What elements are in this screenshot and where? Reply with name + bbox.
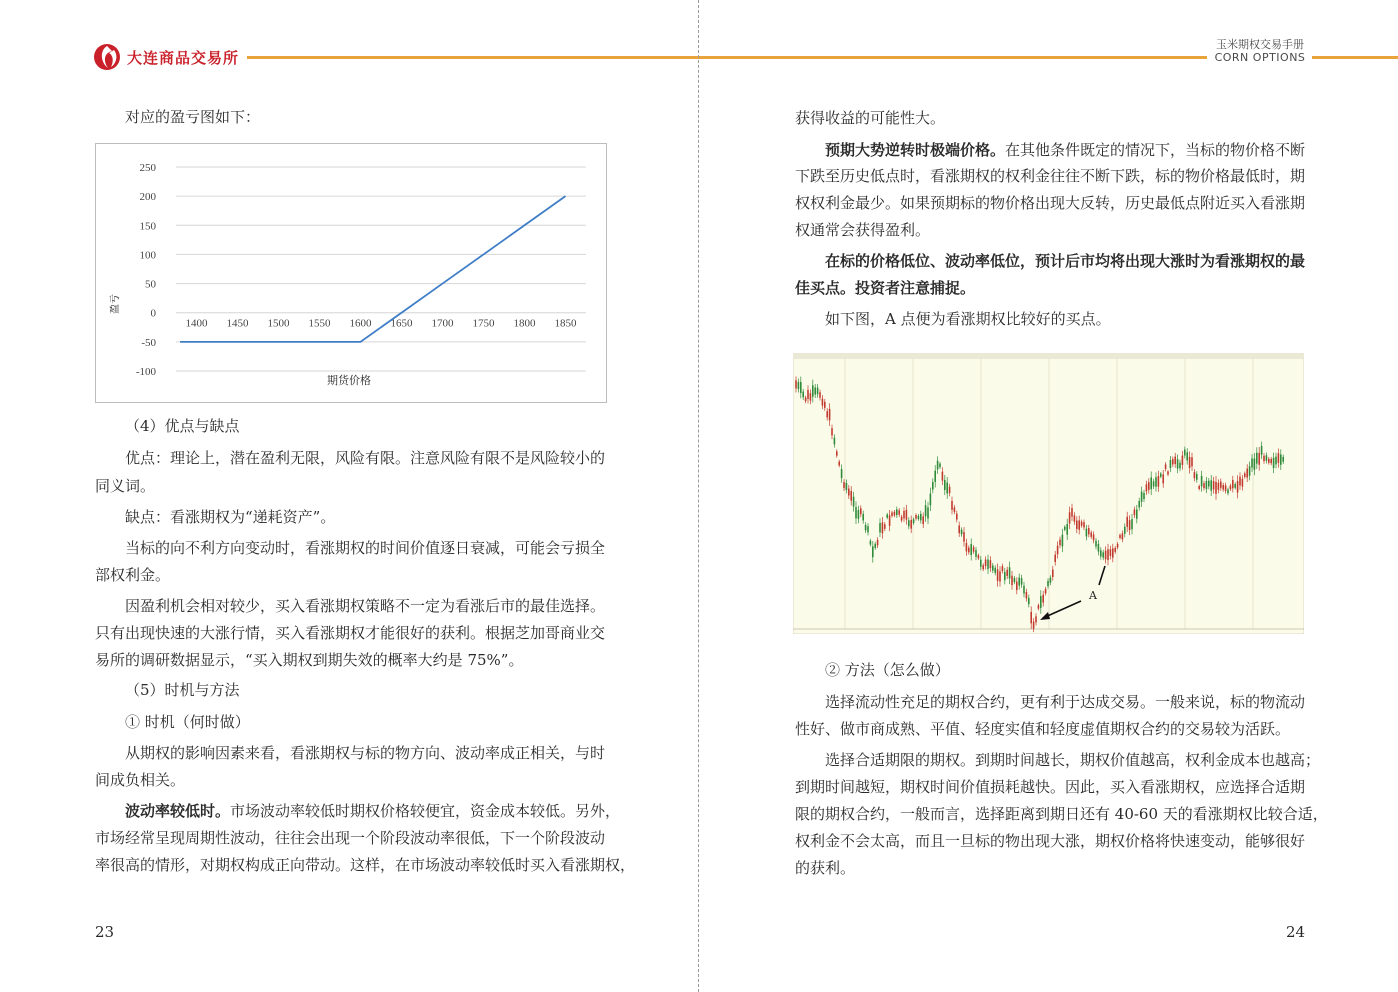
vol-line-2: 市场经常呈现周期性波动，往往会出现一个阶段波动率很低，下一个阶段波动	[95, 829, 606, 847]
reversal-line-1	[825, 137, 1305, 164]
candle-body	[1090, 533, 1092, 537]
candle-body	[908, 520, 910, 526]
candle-body	[990, 560, 992, 568]
candle-body	[1136, 510, 1138, 519]
candle-body	[1124, 527, 1126, 534]
candle-body	[963, 532, 965, 542]
candle-body	[982, 565, 984, 569]
candle-body	[1256, 453, 1258, 464]
method-title: ② 方法（怎么做）	[825, 661, 950, 679]
y-tick-label: 50	[145, 278, 156, 291]
candle-body	[1167, 471, 1169, 474]
candle-body	[1078, 520, 1080, 529]
y-tick-label: 100	[139, 249, 156, 262]
candle-body	[870, 541, 872, 545]
candle-body	[1102, 552, 1104, 557]
candle-body	[1150, 477, 1152, 489]
page-number-right: 24	[1286, 923, 1306, 941]
candle-body	[961, 530, 963, 535]
handbook-title-cn: 玉米期权交易手册	[1216, 38, 1304, 51]
candle-body	[1227, 489, 1229, 493]
x-tick-label: 1600	[349, 317, 372, 330]
candle-body	[1263, 456, 1265, 461]
candle-body	[930, 494, 932, 506]
candle-body	[1006, 570, 1008, 576]
candle-body	[1110, 549, 1112, 556]
candle-body	[884, 524, 886, 529]
candle-body	[889, 515, 891, 526]
candle-body	[858, 510, 860, 519]
candle-body	[1011, 576, 1013, 585]
candle-body	[1213, 481, 1215, 489]
candle-body	[985, 560, 987, 567]
candle-body	[956, 514, 958, 520]
candle-body	[1177, 459, 1179, 468]
x-tick-label: 1700	[431, 317, 454, 330]
candle-body	[819, 392, 821, 398]
candle-body	[879, 523, 881, 532]
candle-body	[1258, 453, 1260, 465]
candle-body	[824, 402, 826, 408]
candle-body	[798, 382, 800, 389]
candle-body	[994, 568, 996, 573]
reversal-bold: 预期大势逆转时极端价格。	[825, 141, 1006, 159]
candle-body	[850, 491, 852, 501]
candle-body	[1052, 570, 1054, 577]
con2-line-1: 当标的向不利方向变动时，看涨期权的时间价值逐日衰减，可能会亏损全	[125, 539, 606, 557]
candle-body	[910, 520, 912, 529]
y-tick-label: -50	[141, 336, 156, 349]
candle-body	[865, 525, 867, 530]
candle-body	[954, 507, 956, 512]
x-tick-label: 1800	[513, 317, 536, 330]
candle-body	[1009, 567, 1011, 578]
candle-body	[1268, 459, 1270, 463]
candle-body	[891, 512, 893, 515]
candle-body	[1266, 455, 1268, 461]
candle-body	[802, 392, 804, 398]
candle-body	[1016, 582, 1018, 590]
candle-body	[1076, 521, 1078, 529]
candle-body	[1251, 459, 1253, 468]
timing-title: ① 时机（何时做）	[125, 713, 250, 731]
candle-body	[1018, 578, 1020, 586]
candle-body	[1023, 586, 1025, 594]
candle-body	[1278, 453, 1280, 463]
section-5-title: （5）时机与方法	[125, 681, 240, 699]
y-tick-label: 0	[150, 307, 156, 320]
candle-body	[942, 472, 944, 481]
con3-line-1: 因盈利机会相对较少，买入看涨期权策略不一定为看涨后市的最佳选择。	[125, 597, 606, 615]
candle-body	[1160, 474, 1162, 477]
candle-body	[810, 393, 812, 400]
candle-body	[841, 469, 843, 478]
section-4-title: （4）优点与缺点	[125, 417, 240, 435]
candle-body	[853, 497, 855, 507]
candle-body	[1282, 457, 1284, 462]
candle-body	[906, 510, 908, 520]
candle-body	[800, 382, 802, 393]
candle-body	[1062, 535, 1064, 547]
candle-body	[1064, 527, 1066, 530]
candle-body	[855, 507, 857, 518]
vol-line-1	[125, 798, 620, 825]
candle-body	[1244, 473, 1246, 477]
candle-body	[874, 544, 876, 548]
candle-body	[987, 559, 989, 569]
candle-body	[1050, 578, 1052, 583]
candle-body	[1071, 508, 1073, 517]
candle-body	[1230, 486, 1232, 490]
candle-body	[1270, 459, 1272, 463]
candle-body	[1066, 524, 1068, 535]
candle-body	[920, 514, 922, 520]
candle-body	[812, 385, 814, 396]
x-tick-label: 1750	[472, 317, 495, 330]
candle-body	[829, 409, 831, 420]
candle-body	[1237, 481, 1239, 493]
candle-body	[814, 388, 816, 395]
method2-line-2: 到期时间越短，期权时间价值损耗越快。因此，买入看涨期权，应选择合适期	[795, 778, 1306, 796]
candle-body	[1191, 457, 1193, 466]
candle-body	[843, 482, 845, 488]
pro-line-1: 优点：理论上，潜在盈利无限，风险有限。注意风险有限不是风险较小的	[125, 449, 606, 467]
brand-logo-icon	[92, 42, 122, 72]
candle-body	[1057, 546, 1059, 555]
y-tick-label: 200	[139, 191, 156, 204]
con3-line-2: 只有出现快速的大涨行情，买入看涨期权才能很好的获利。根据芝加哥商业交	[95, 624, 606, 642]
candle-body	[1038, 605, 1040, 608]
candle-body	[1206, 481, 1208, 489]
candle-body	[1100, 550, 1102, 556]
vol-text: 市场波动率较低时期权价格较便宜，资金成本较低。另外，	[230, 802, 621, 820]
candle-body	[915, 515, 917, 519]
candle-body	[1146, 484, 1148, 491]
candle-body	[1131, 519, 1133, 529]
candle-body	[1249, 466, 1251, 475]
candle-body	[1074, 515, 1076, 521]
candle-body	[1153, 481, 1155, 486]
candle-body	[939, 464, 941, 468]
candle-body	[999, 571, 1001, 581]
candle-body	[886, 514, 888, 517]
candle-body	[1026, 592, 1028, 598]
chart-intro: 对应的盈亏图如下：	[125, 108, 261, 126]
x-axis-label: 期货价格	[327, 375, 371, 387]
candle-body	[918, 516, 920, 519]
candle-body	[1179, 463, 1181, 469]
candle-body	[1162, 474, 1164, 483]
candle-body	[1002, 566, 1004, 571]
candle-body	[1194, 472, 1196, 478]
payoff-chart	[95, 143, 607, 403]
candle-body	[822, 399, 824, 406]
candle-body	[980, 560, 982, 567]
candle-body	[1198, 486, 1200, 489]
candle-body	[1093, 534, 1095, 540]
candle-body	[1088, 528, 1090, 534]
candle-body	[975, 550, 977, 557]
candle-body	[1069, 512, 1071, 523]
con-line: 缺点：看涨期权为“递耗资产”。	[125, 508, 336, 526]
candle-body	[1098, 544, 1100, 552]
candle-body	[903, 511, 905, 518]
candle-body	[1201, 476, 1203, 486]
image-titlebar	[793, 353, 1304, 359]
candle-body	[1158, 476, 1160, 487]
candle-body	[1246, 469, 1248, 478]
x-tick-label: 1650	[390, 317, 413, 330]
y-axis-label: 盈亏	[110, 293, 121, 314]
candle-body	[1222, 485, 1224, 489]
reversal-line-2: 下跌至历史低点时，看涨期权的权利金往往不断下跌，标的物价格最低时，期	[795, 167, 1306, 185]
method2-line-1: 选择合适期限的期权。到期时间越长，期权价值越高，权利金成本也越高；	[825, 751, 1321, 769]
candle-body	[848, 489, 850, 496]
candle-body	[834, 438, 836, 445]
candle-body	[1239, 477, 1241, 486]
vol-bold: 波动率较低时。	[125, 802, 231, 820]
candle-body	[877, 540, 879, 545]
candle-body	[927, 507, 929, 518]
candle-body	[901, 517, 903, 521]
candle-body	[1095, 541, 1097, 547]
candle-body	[1220, 482, 1222, 488]
candle-body	[970, 544, 972, 555]
candle-body	[898, 510, 900, 514]
candle-body	[1203, 483, 1205, 488]
candle-body	[826, 411, 828, 417]
candle-body	[1208, 481, 1210, 487]
candle-body	[978, 555, 980, 558]
candle-body	[882, 522, 884, 533]
buy-point-label: A	[1089, 589, 1097, 602]
candle-body	[1254, 459, 1256, 470]
candle-body	[937, 461, 939, 470]
reversal-line-3: 权权利金最少。如果预期标的物价格出现大反转，历史最低点附近买入看涨期	[795, 194, 1306, 212]
x-tick-label: 1550	[308, 317, 331, 330]
candle-body	[1030, 612, 1032, 623]
candle-body	[946, 482, 948, 493]
page-fold-divider	[698, 0, 699, 992]
candle-body	[1174, 457, 1176, 464]
candle-body	[1234, 484, 1236, 488]
candle-body	[913, 519, 915, 523]
candle-body	[949, 487, 951, 493]
x-tick-label: 1400	[185, 317, 208, 330]
candle-body	[1059, 540, 1061, 546]
page-number-left: 23	[95, 923, 115, 941]
candle-body	[1035, 616, 1037, 622]
candle-body	[932, 482, 934, 489]
candle-body	[807, 390, 809, 399]
candle-body	[1170, 460, 1172, 468]
candlestick-price-image	[793, 353, 1304, 634]
candle-body	[1045, 589, 1047, 593]
candle-body	[1273, 458, 1275, 468]
emphasis-line-1: 在标的价格低位、波动率低位，预计后市均将出现大涨时为看涨期权的最	[825, 252, 1306, 270]
timing-line-2: 间成负相关。	[95, 771, 186, 789]
continuation-line: 获得收益的可能性大。	[795, 109, 946, 127]
x-tick-label: 1500	[267, 317, 290, 330]
candle-body	[1155, 477, 1157, 487]
header-rule-right	[1312, 56, 1398, 59]
candle-body	[1122, 533, 1124, 539]
candle-body	[805, 398, 807, 402]
y-tick-label: 150	[139, 220, 156, 233]
x-tick-label: 1450	[226, 317, 249, 330]
candle-body	[1129, 520, 1131, 530]
candle-body	[795, 380, 797, 388]
candle-body	[1107, 549, 1109, 560]
candle-body	[1081, 522, 1083, 526]
candle-body	[1215, 482, 1217, 494]
candle-body	[1033, 622, 1035, 629]
method2-line-5: 的获利。	[795, 859, 856, 877]
candle-body	[1280, 454, 1282, 464]
candle-body	[1210, 480, 1212, 491]
candle-body	[1232, 480, 1234, 488]
con2-line-2: 部权利金。	[95, 566, 171, 584]
candle-body	[1225, 485, 1227, 490]
candle-body	[997, 569, 999, 581]
candle-body	[1143, 493, 1145, 499]
candle-body	[1042, 595, 1044, 603]
timing-line-1: 从期权的影响因素来看，看涨期权与标的物方向、波动率成正相关，与时	[125, 744, 606, 762]
candle-body	[1126, 517, 1128, 527]
candle-body	[1189, 457, 1191, 468]
candle-body	[1218, 483, 1220, 490]
emphasis-line-2: 佳买点。投资者注意捕捉。	[795, 279, 976, 297]
candle-body	[1028, 598, 1030, 604]
candle-body	[1186, 452, 1188, 460]
method1-line-2: 性好、做市商成熟、平值、轻度实值和轻度虚值期权合约的交易较为活跃。	[795, 720, 1291, 738]
candle-body	[934, 471, 936, 482]
candle-body	[867, 526, 869, 532]
candle-body	[1119, 535, 1121, 538]
candle-body	[1021, 578, 1023, 585]
vol-line-3: 率很高的情形，对期权构成正向带动。这样，在市场波动率较低时买入看涨期权，	[95, 856, 636, 874]
con3-line-3: 易所的调研数据显示，“买入期权到期失效的概率大约是 75%”。	[95, 651, 524, 669]
candle-body	[951, 501, 953, 510]
header-rule-left	[247, 56, 1207, 59]
candle-body	[973, 547, 975, 551]
candle-body	[872, 546, 874, 557]
candle-body	[1117, 544, 1119, 548]
candle-body	[968, 548, 970, 553]
candle-body	[1083, 522, 1085, 527]
candle-body	[838, 462, 840, 466]
brand-name: 大连商品交易所	[127, 49, 240, 67]
candle-body	[992, 566, 994, 571]
method1-line-1: 选择流动性充足的期权合约，更有利于达成交易。一般来说，标的物流动	[825, 693, 1306, 711]
candle-body	[896, 509, 898, 515]
candle-body	[1275, 457, 1277, 465]
candle-body	[1261, 446, 1263, 455]
candle-body	[1138, 501, 1140, 507]
candle-body	[1114, 548, 1116, 552]
candle-body	[1182, 456, 1184, 465]
candle-body	[1047, 581, 1049, 586]
candle-body	[1148, 482, 1150, 490]
x-tick-label: 1850	[554, 317, 577, 330]
candle-body	[925, 505, 927, 516]
candle-body	[1184, 450, 1186, 456]
candle-body	[922, 516, 924, 524]
candle-body	[1196, 474, 1198, 480]
handbook-title-en: CORN OPTIONS	[1214, 51, 1306, 64]
reversal-line-4: 权通常会获得盈利。	[795, 221, 931, 239]
candle-body	[1040, 596, 1042, 608]
candle-body	[846, 483, 848, 490]
candle-body	[894, 512, 896, 516]
candle-body	[862, 514, 864, 521]
candle-body	[1165, 464, 1167, 469]
candle-body	[966, 543, 968, 551]
candle-body	[1014, 578, 1016, 582]
candle-body	[1086, 529, 1088, 537]
candle-body	[944, 480, 946, 490]
candle-body	[836, 451, 838, 455]
candle-body	[1004, 572, 1006, 580]
method2-line-3: 限的期权合约，一般而言，选择距离到期日还有 40-60 天的看涨期权比较合适，	[795, 805, 1328, 823]
y-tick-label: 250	[139, 162, 156, 174]
candle-body	[831, 428, 833, 435]
candle-body	[1141, 492, 1143, 502]
figure-intro: 如下图，A 点便为看涨期权比较好的买点。	[825, 310, 1111, 328]
candle-body	[860, 508, 862, 514]
candle-body	[958, 525, 960, 533]
candle-body	[1134, 510, 1136, 516]
method2-line-4: 权利金不会太高，而且一旦标的物出现大涨，期权价格将快速变动，能够很好	[795, 832, 1306, 850]
candle-body	[817, 388, 819, 395]
pro-line-2: 同义词。	[95, 477, 156, 495]
candle-body	[1172, 459, 1174, 464]
candle-body	[1054, 555, 1056, 562]
y-tick-label: -100	[135, 366, 156, 378]
reversal-text: 在其他条件既定的情况下，当标的物价格不断	[1005, 141, 1306, 159]
candle-body	[1242, 479, 1244, 487]
candle-body	[1112, 548, 1114, 557]
candle-body	[1105, 551, 1107, 560]
